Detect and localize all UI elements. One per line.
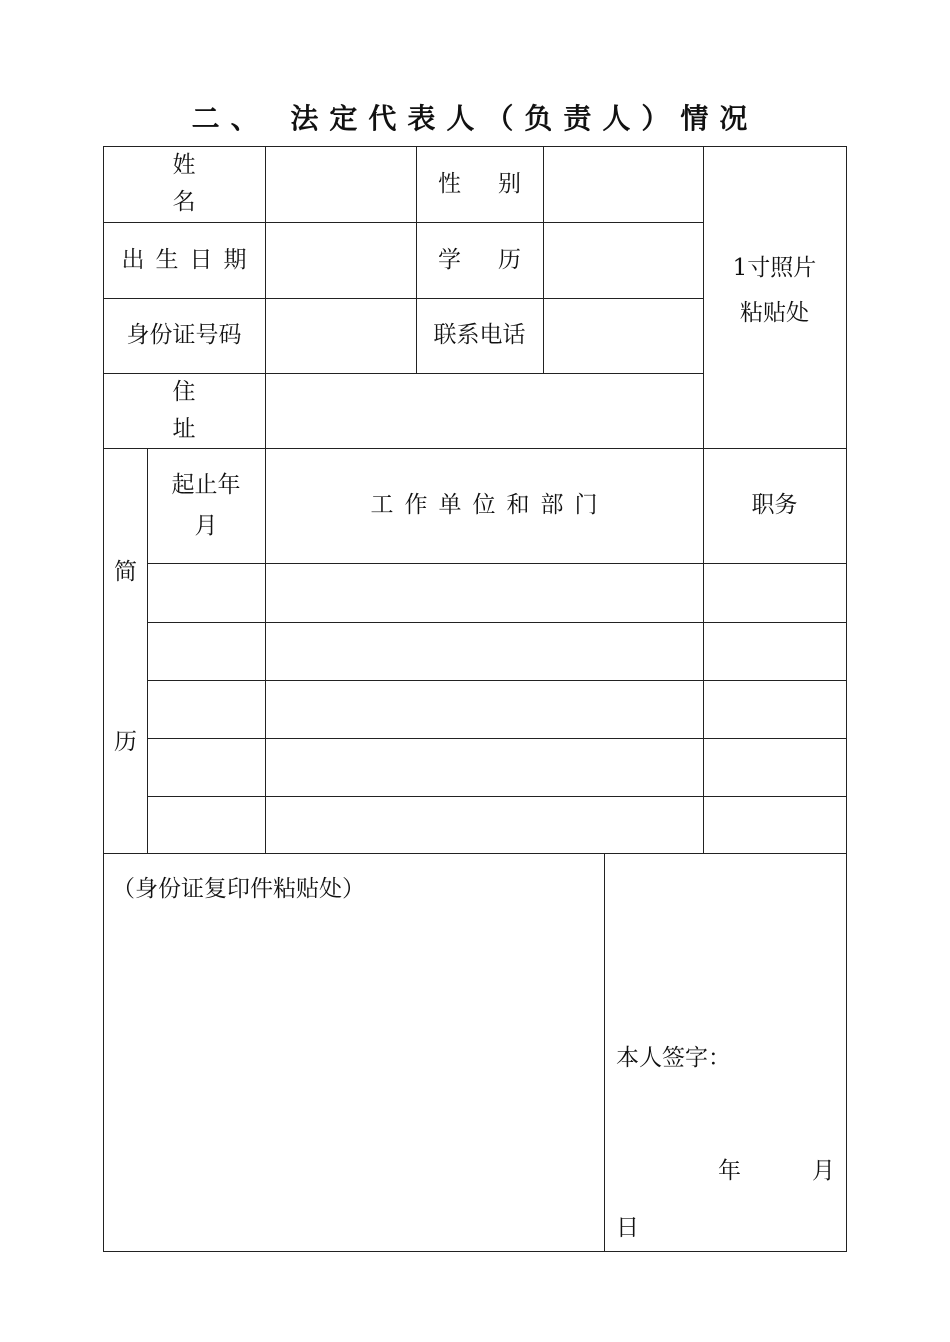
phone-label: 联系电话 bbox=[433, 322, 526, 349]
period-header-line1: 起止年 bbox=[171, 472, 241, 499]
resume-unit-cell[interactable] bbox=[265, 738, 703, 796]
id-number-label: 身份证号码 bbox=[126, 322, 242, 349]
signature-label: 本人签字： bbox=[616, 1045, 731, 1071]
resume-label-bottom: 历 bbox=[114, 729, 137, 755]
resume-unit-cell[interactable] bbox=[265, 796, 703, 853]
resume-unit-cell[interactable] bbox=[265, 622, 703, 680]
table-border-right bbox=[846, 146, 847, 1251]
resume-period-cell[interactable] bbox=[147, 738, 265, 796]
resume-unit-cell[interactable] bbox=[265, 563, 703, 622]
resume-label-top: 简 bbox=[114, 559, 137, 585]
resume-position-cell[interactable] bbox=[703, 622, 846, 680]
resume-position-cell[interactable] bbox=[703, 563, 846, 622]
table-border-bottom bbox=[103, 1251, 847, 1252]
education-label: 学 历 bbox=[438, 246, 528, 273]
address-label: 住 址 bbox=[172, 378, 267, 442]
phone-field[interactable] bbox=[543, 298, 703, 373]
date-month-label: 月 bbox=[812, 1158, 835, 1184]
period-header bbox=[147, 448, 265, 563]
gender-field[interactable] bbox=[543, 146, 703, 222]
name-label: 姓 名 bbox=[172, 152, 267, 215]
education-field[interactable] bbox=[543, 222, 703, 298]
resume-period-cell[interactable] bbox=[147, 563, 265, 622]
photo-placeholder[interactable] bbox=[703, 236, 846, 346]
date-day-label: 日 bbox=[616, 1215, 639, 1241]
period-header-line2: 月 bbox=[194, 512, 218, 539]
resume-position-cell[interactable] bbox=[703, 738, 846, 796]
resume-period-cell[interactable] bbox=[147, 622, 265, 680]
birth-date-label: 出生日期 bbox=[121, 246, 258, 273]
id-number-field[interactable] bbox=[265, 298, 416, 373]
position-header: 职务 bbox=[751, 492, 798, 519]
page-title: 二、 法定代表人（负责人）情况 bbox=[191, 102, 759, 135]
photo-label-line2: 粘贴处 bbox=[740, 300, 809, 326]
resume-unit-cell[interactable] bbox=[265, 680, 703, 738]
id-copy-label: （身份证复印件粘贴处） bbox=[112, 876, 365, 902]
resume-period-cell[interactable] bbox=[147, 680, 265, 738]
address-field[interactable] bbox=[265, 373, 703, 448]
id-copy-area[interactable] bbox=[104, 854, 604, 1251]
photo-label-line1: 1寸照片 bbox=[732, 255, 817, 282]
resume-position-cell[interactable] bbox=[703, 680, 846, 738]
date-year-label: 年 bbox=[718, 1158, 741, 1184]
resume-position-cell[interactable] bbox=[703, 796, 846, 853]
birth-date-field[interactable] bbox=[265, 222, 416, 298]
unit-header: 工作单位和部门 bbox=[370, 492, 609, 519]
name-field[interactable] bbox=[265, 146, 416, 222]
resume-period-cell[interactable] bbox=[147, 796, 265, 853]
gender-label: 性 别 bbox=[438, 170, 528, 197]
